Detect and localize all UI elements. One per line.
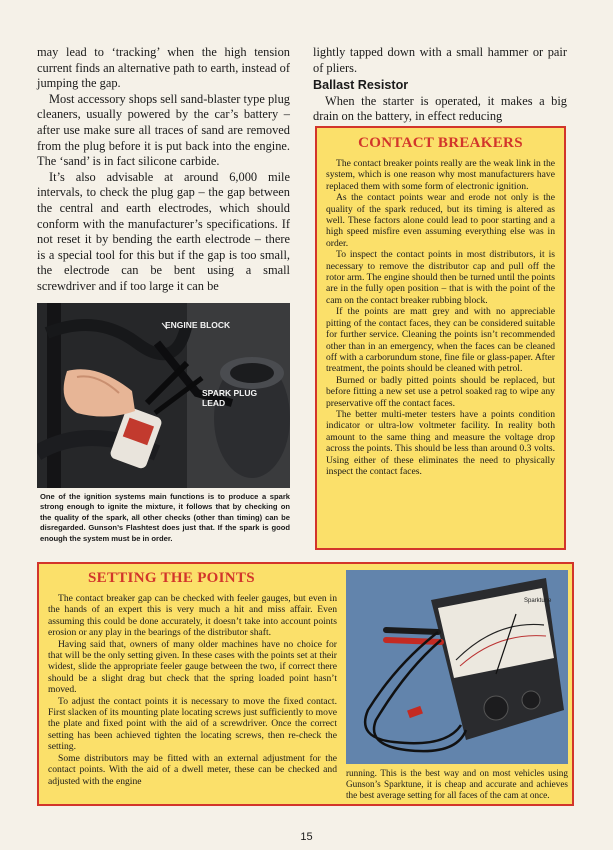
meter-brand-label: Sparktune [524,598,552,604]
box-title: SETTING THE POINTS [88,570,255,586]
spark-plug-test-photo [37,303,290,488]
body-paragraph: When the starter is operated, it makes a big drain on the battery, in effect reducing [313,93,567,124]
setting-the-points-box [37,562,574,806]
box-paragraph: The better multi-meter testers have a points condition indicator or ultra-low voltmeter facility. In reality both amount to the same thing and measure the voltage drop across the points. This should be less than around 0.3 volts. Using either of these eliminates the need to physically inspect the contact faces. [326,408,555,477]
sparktune-meter-photo [346,570,568,764]
box-paragraph: As the contact points wear and erode not only is the quality of the spark reduced, but its timing is altered as well. These factors alone could lead to poor starting and a high speed misfire even assuming everything else was in order. [326,192,555,249]
box-paragraph: To adjust the contact points it is necessary to move the fixed contact. First slacken of its mounting plate locating screws just sufficiently to move the plate and fixed point with the aid of a screwdriver. Once the correct setting has been achieved tighten the locating screws, then re-check the setting. [48,695,337,753]
box-paragraph: Burned or badly pitted points should be replaced, but before fitting a new set use a petrol soaked rag to wipe any preservative off the contact faces. [326,374,555,409]
body-paragraph: may lead to ‘tracking’ when the high tension current finds an alternative path to earth, instead of jumping the gap. [37,45,290,91]
section-heading: Ballast Resistor [313,78,409,93]
photo-caption: One of the ignition systems main functions is to produce a spark strong enough to ignite the mixture, it follows that by checking on the quality of the spark, all other checks (other than timing) can be disregarded. Gunson’s Flashtest does just that. If the spark is good enough the system must be in order. [40,492,290,543]
box-paragraph: Some distributors may be fitted with an external adjustment for the contact points. With the aid of a dwell meter, these can be checked and adjusted with the engine [48,752,337,787]
body-paragraph: Most accessory shops sell sand-blaster type plug cleaners, usually powered by the car’s battery – after use make sure all traces of sand are removed from the plug before it is put back into the engine. The ‘sand’ is in fact silicone carbide. [37,91,290,169]
box-paragraph: If the points are matt grey and with no appreciable pitting of the contact faces, they can be considered suitable for further service. Cleaning the points isn’t recommended other than in an emergency, when the faces can be cleaned off with a carborundum stone, fine file or glass-paper. After treatment, the points should be cleaned with petrol. [326,306,555,375]
right-column [313,45,567,125]
dwell-meter-illustration [346,570,568,764]
spark-plug-lead-label: SPARK PLUG LEAD [202,388,258,408]
contact-breakers-box [315,126,566,550]
engine-block-label: ENGINE BLOCK [165,320,231,330]
box-title: CONTACT BREAKERS [358,135,523,151]
meter-caption: running. This is the best way and on most vehicles using Gunson’s Sparktune, it is cheap and accurate and achieves the best average setting for all faces of the cam at once. [346,768,568,800]
box-paragraph: The contact breaker points really are the weak link in the system, which is one reason why most manufacturers have replaced them with some form of electronic ignition. [326,158,555,192]
body-paragraph: lightly tapped down with a small hammer or pair of pliers. [313,45,567,75]
page-number: 15 [300,831,313,843]
box-body [326,158,555,477]
body-paragraph: It’s also advisable at around 6,000 mile intervals, to check the plug gap – the gap between the central and earth electrodes, which should conform with the manufacturer’s specifications. If not reset it by bending the earth electrode – there is a special tool for this but if the gap is too small, the electrode can be bent using a small screwdriver and if too large it can be [37,169,290,293]
box-paragraph: Having said that, owners of many older machines have no choice for that will be the only setting given. In these cases with the points set at their widest, slide the appropriate feeler gauge between the two, if correct there should be a slight drag but check that the spring loaded point hasn’t moved. [48,638,337,696]
setting-points-text [48,570,337,787]
box-paragraph: To inspect the contact points in most distributors, it is necessary to remove the distributor cap and pull off the rotor arm. The engine should then be turned until the points are in the fully open position – that is with the point of the cam on the contact breaker rubbing block. [326,249,555,306]
box-body [48,593,337,787]
box-paragraph: The contact breaker gap can be checked with feeler gauges, but even in the hands of an expert this is very much a hit and miss affair. Even assuming this could be done accurately, it doesn’t take into account points erosion or any play in the bearings of the distributor shaft. [48,593,337,639]
left-column [37,45,290,295]
